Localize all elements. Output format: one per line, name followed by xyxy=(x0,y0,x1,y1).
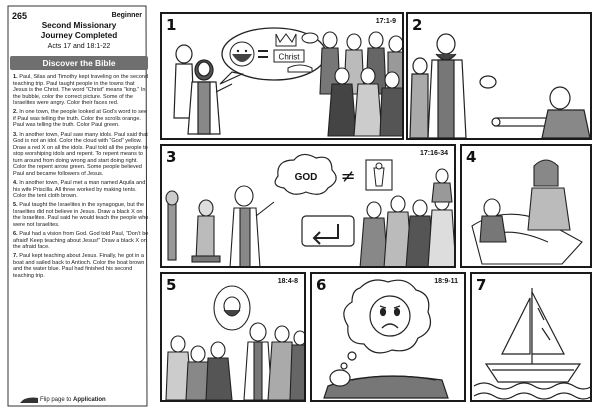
step-item xyxy=(13,109,149,129)
step-item xyxy=(13,231,149,251)
step-item xyxy=(13,253,149,279)
step-text: Paul taught the Israelites in the synagogue, but the Israelites did not believe in Jesus. Draw a black X on the Israelites. Paul said he would teach the people who were not Israelites. xyxy=(13,202,149,228)
panel-7-art xyxy=(472,274,592,402)
flip-page-note xyxy=(40,397,106,403)
sail-icon xyxy=(502,298,530,354)
panel-3 xyxy=(160,144,456,268)
verse-reference: 17:1-9 xyxy=(375,18,396,25)
step-item xyxy=(13,74,149,107)
panel-7 xyxy=(470,272,592,402)
flip-page-prefix: Flip page to xyxy=(40,397,72,403)
level-label: Beginner xyxy=(111,12,142,19)
step-number: 4. xyxy=(13,179,18,186)
step-text: In one town, the people looked at God’s word to see if Paul was telling the truth. Color the scrolls orange. Paul was telling the truth. Color Paul green. xyxy=(13,109,148,129)
lesson-number: 265 xyxy=(12,11,28,21)
animal-icon xyxy=(288,65,312,72)
step-text: Paul kept teaching about Jesus. Finally, he got in a boat and sailed back to Antioch. Color the boat brown and the water blue. Paul had finished his second teaching trip. xyxy=(13,253,145,279)
christ-label: Christ xyxy=(278,52,300,62)
idol-icon xyxy=(196,216,214,260)
panel-2-art xyxy=(408,14,592,140)
panel-number: 1 xyxy=(166,16,177,34)
scripture-reference: Acts 17 and 18:1-22 xyxy=(47,43,111,50)
verse-reference: 18:4-8 xyxy=(277,278,298,285)
god-label: GOD xyxy=(294,172,318,183)
step-number: 6. xyxy=(13,231,18,237)
section-banner-label: Discover the Bible xyxy=(42,58,116,68)
afraid-face-icon xyxy=(370,296,410,336)
lesson-title xyxy=(18,21,140,41)
panel-4 xyxy=(460,144,592,268)
lesson-title-line-1: Second Missionary xyxy=(41,21,117,30)
panel-number: 6 xyxy=(316,276,327,294)
step-text: In another town, Paul met a man named Aquila and his wife Priscilla. All three worked by making tents. Color the tent cloth brown. xyxy=(13,179,146,200)
panel-2 xyxy=(406,12,592,140)
step-number: 2. xyxy=(13,109,18,116)
christ-bubble xyxy=(220,28,326,84)
panel-number: 4 xyxy=(466,148,477,166)
idol-icon xyxy=(168,204,176,260)
panel-6-art xyxy=(312,274,466,402)
verse-reference: 17:16-34 xyxy=(419,150,448,157)
baby-icon xyxy=(302,33,318,43)
panel-number: 2 xyxy=(412,16,423,34)
section-banner xyxy=(10,56,148,70)
step-text: In another town, Paul saw many idols. Paul said that God is not an idol. Color the cloud with “God” yellow. Draw a red X on all the idols. Paul told all the people to stop worshiping idols and repent. To repent means to turn around from doing wrong and start doing right. Color the repent arrow green. Some people believed Paul and became followers of Jesus. xyxy=(13,131,148,177)
not-equal-sign: ≠ xyxy=(340,166,356,187)
step-text: Paul, Silas and Timothy kept traveling on the second teaching trip. Paul taught people in the towns that Jesus is the Christ. The word “Christ” means “king.” In the bubble, color the correct picture. Some of the Israelites were angry. Color their faces red. xyxy=(13,74,149,107)
panel-5 xyxy=(160,272,306,402)
flip-page-icon xyxy=(20,396,38,404)
step-item xyxy=(13,132,149,178)
step-item xyxy=(13,202,149,228)
step-text: Paul had a vision from God. God told Paul, “Don’t be afraid! Keep teaching about Jesus!” Draw a black X on the afraid face. xyxy=(13,231,149,251)
panel-number: 5 xyxy=(166,276,177,294)
comic-board xyxy=(148,4,598,410)
step-item xyxy=(13,180,149,200)
boat-icon xyxy=(486,364,580,382)
verse-reference: 18:9-11 xyxy=(434,278,458,285)
panel-number: 7 xyxy=(476,276,487,294)
panel-1 xyxy=(160,12,404,140)
panel-4-art xyxy=(462,146,592,268)
instructions-column xyxy=(6,4,148,408)
panel-6 xyxy=(310,272,466,402)
panel-5-art xyxy=(162,274,306,402)
step-list xyxy=(13,74,149,282)
idol-icon xyxy=(374,168,384,186)
step-number: 5. xyxy=(13,202,18,209)
step-number: 3. xyxy=(13,131,18,138)
sail-icon xyxy=(532,292,564,354)
panel-3-art xyxy=(162,146,456,268)
flip-page-link[interactable]: Application xyxy=(73,397,106,403)
step-number: 1. xyxy=(13,74,18,80)
step-number: 7. xyxy=(13,253,18,260)
water-icon xyxy=(474,383,592,389)
panel-1-art xyxy=(162,14,404,140)
lesson-title-line-2: Journey Completed xyxy=(40,31,118,40)
panel-number: 3 xyxy=(166,148,177,166)
